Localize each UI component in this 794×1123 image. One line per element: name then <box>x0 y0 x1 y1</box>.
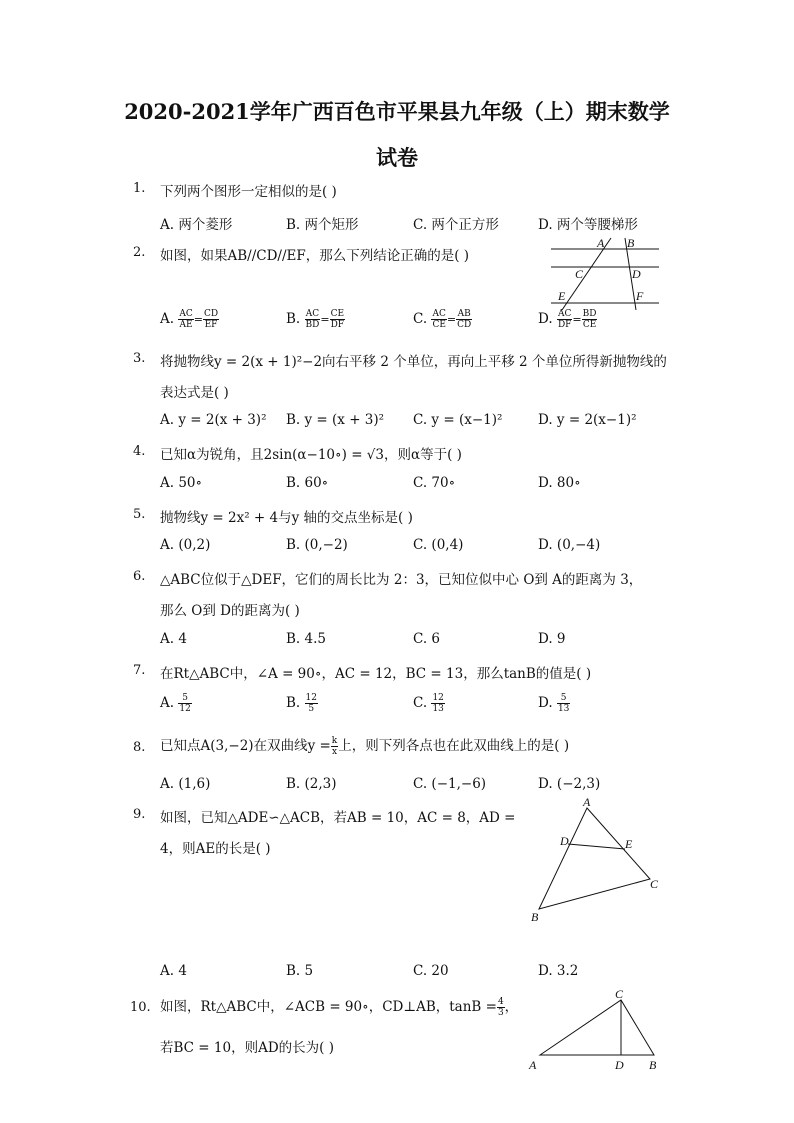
question-text: 已知α为锐角，且2sin(α−10∘) = √3，则α等于( ) <box>160 447 462 463</box>
question-text: 抛物线y = 2x² + 4与y 轴的交点坐标是( ) <box>160 510 413 526</box>
question-text-line2: 那么 O到 D的距离为( ) <box>160 603 300 619</box>
fraction: $\frac{12}{13}$ <box>432 693 444 714</box>
fraction: $\frac{5}{13}$ <box>557 693 570 714</box>
question-number: 7. <box>133 663 146 678</box>
option-a[interactable]: A. 4 <box>160 963 187 979</box>
option-c[interactable]: C. y = (x−1)² <box>413 412 503 428</box>
option-a[interactable]: A. 4 <box>160 631 187 647</box>
question-text: △ABC位似于△DEF，它们的周长比为 2：3，已知位似中心 O到 A的距离为 3， <box>160 572 643 588</box>
option-b[interactable]: B. (0,−2) <box>286 537 348 553</box>
page-title-line2: 试卷 <box>376 145 418 170</box>
option-c[interactable]: C. 两个正方形 <box>413 217 499 233</box>
option-b[interactable]: B. 两个矩形 <box>286 217 359 233</box>
label-c: C <box>575 267 584 281</box>
fraction: $\frac{AC}{BD}$ <box>305 309 320 330</box>
option-d[interactable]: D. y = 2(x−1)² <box>538 412 637 428</box>
option-a[interactable]: A. 50∘ <box>160 475 203 491</box>
label-d: D <box>632 267 641 281</box>
question-text: 将抛物线y = 2(x + 1)²−2向右平移 2 个单位，再向上平移 2 个单位所得新抛物线的 <box>160 354 667 370</box>
question-number: 4. <box>133 444 146 459</box>
fraction: $\frac{CE}{DF}$ <box>330 309 345 330</box>
option-a[interactable] <box>160 693 192 714</box>
question-text: 如图，Rt△ABC中，∠ACB = 90∘，CD⊥AB，tanB = $\frac{4}{3}$ ， <box>160 997 519 1018</box>
question-number: 9. <box>133 807 146 822</box>
question-number: 5. <box>133 507 146 522</box>
fraction: $\frac{AC}{DF}$ <box>557 309 572 330</box>
option-c[interactable]: C. (−1,−6) <box>413 776 487 792</box>
label-b: B <box>627 236 635 250</box>
option-d[interactable]: D. (0,−4) <box>538 537 601 553</box>
question-number: 3. <box>133 351 146 366</box>
question-number: 1. <box>133 181 146 196</box>
fraction: $\frac{4}{3}$ <box>497 997 504 1018</box>
option-b[interactable]: B. 60∘ <box>286 475 329 491</box>
option-b[interactable]: B. 4.5 <box>286 631 326 647</box>
question-number: 8. <box>133 740 146 755</box>
label-d: D <box>560 834 569 848</box>
label-f: F <box>636 289 644 303</box>
option-d[interactable]: D. (−2,3) <box>538 776 601 792</box>
option-a[interactable]: A. (0,2) <box>160 537 211 553</box>
fraction: $\frac{12}{5}$ <box>305 693 317 714</box>
option-c[interactable]: C. $\frac{AC}{CE}$ = $\frac{AB}{CD}$ <box>413 309 472 330</box>
question-text-line2: 若BC = 10，则AD的长为( ) <box>160 1040 334 1056</box>
option-d[interactable]: D. $\frac{AC}{DF}$ = $\frac{BD}{CE}$ <box>538 309 597 330</box>
question-text: 在Rt△ABC中，∠A = 90∘，AC = 12，BC = 13，那么tanB的值是( ) <box>160 666 592 682</box>
question-number: 6. <box>133 569 146 584</box>
option-a[interactable]: A. 两个菱形 <box>160 217 233 233</box>
option-label: B. <box>286 311 301 327</box>
option-b[interactable]: B. $\frac{AC}{BD}$ = $\frac{CE}{DF}$ <box>286 309 345 330</box>
option-label: B. <box>286 695 301 711</box>
option-d[interactable]: D. 9 <box>538 631 566 647</box>
fraction: $\frac{CD}{EF}$ <box>203 309 219 330</box>
option-c[interactable] <box>413 693 445 714</box>
option-label: A. <box>160 695 175 711</box>
question-number: 10. <box>130 1000 151 1015</box>
option-c[interactable]: C. 20 <box>413 963 449 979</box>
question-text-line2: 表达式是( ) <box>160 385 229 401</box>
label-b: B <box>649 1058 657 1072</box>
option-b[interactable] <box>286 693 318 714</box>
right-triangle-figure-q10 <box>522 985 667 1075</box>
option-b[interactable]: B. (2,3) <box>286 776 337 792</box>
question-text: 如图，如果AB//CD//EF，那么下列结论正确的是( ) <box>160 248 470 264</box>
option-d[interactable]: D. 两个等腰梯形 <box>538 217 638 233</box>
fraction: $\frac{AC}{AE}$ <box>179 309 193 330</box>
label-c: C <box>650 877 659 891</box>
question-text: 如图，已知△ADE∽△ACB，若AB = 10，AC = 8，AD = <box>160 810 516 826</box>
option-d[interactable] <box>538 693 570 714</box>
option-a[interactable]: A. (1,6) <box>160 776 211 792</box>
option-a[interactable]: A. y = 2(x + 3)² <box>160 412 267 428</box>
option-c[interactable]: C. (0,4) <box>413 537 464 553</box>
triangle-figure-q9 <box>525 793 665 925</box>
question-number: 2. <box>133 245 146 260</box>
question-text: 已知点A(3,−2)在双曲线y = $\frac{k}{x}$ 上，则下列各点也在此双曲线上的是( ) <box>160 736 570 757</box>
label-e: E <box>558 289 566 303</box>
option-d[interactable]: D. 3.2 <box>538 963 579 979</box>
option-b[interactable]: B. y = (x + 3)² <box>286 412 385 428</box>
label-a: A <box>583 795 591 809</box>
option-label: D. <box>538 695 553 711</box>
label-a: A <box>597 236 605 250</box>
option-d[interactable]: D. 80∘ <box>538 475 581 491</box>
page-title-line1: 2020-2021学年广西百色市平果县九年级（上）期末数学 <box>124 99 670 124</box>
label-a: A <box>529 1058 537 1072</box>
question-text: 下列两个图形一定相似的是( ) <box>160 184 337 200</box>
question-text-line2: 4，则AE的长是( ) <box>160 841 271 857</box>
option-label: C. <box>413 695 428 711</box>
option-label: D. <box>538 311 553 327</box>
option-label: C. <box>413 311 428 327</box>
option-c[interactable]: C. 6 <box>413 631 441 647</box>
fraction: $\frac{AC}{CE}$ <box>432 309 446 330</box>
fraction: $\frac{BD}{CE}$ <box>582 309 597 330</box>
label-e: E <box>625 837 633 851</box>
option-a[interactable]: A. $\frac{AC}{AE}$ = $\frac{CD}{EF}$ <box>160 309 219 330</box>
label-c: C <box>615 987 624 1001</box>
parallel-lines-figure <box>545 234 665 310</box>
fraction: $\frac{AB}{CD}$ <box>457 309 472 330</box>
fraction: $\frac{k}{x}$ <box>331 736 338 757</box>
label-d: D <box>615 1058 624 1072</box>
option-label: A. <box>160 311 175 327</box>
fraction: $\frac{5}{12}$ <box>179 693 191 714</box>
label-b: B <box>531 910 539 924</box>
option-c[interactable]: C. 70∘ <box>413 475 456 491</box>
option-b[interactable]: B. 5 <box>286 963 314 979</box>
